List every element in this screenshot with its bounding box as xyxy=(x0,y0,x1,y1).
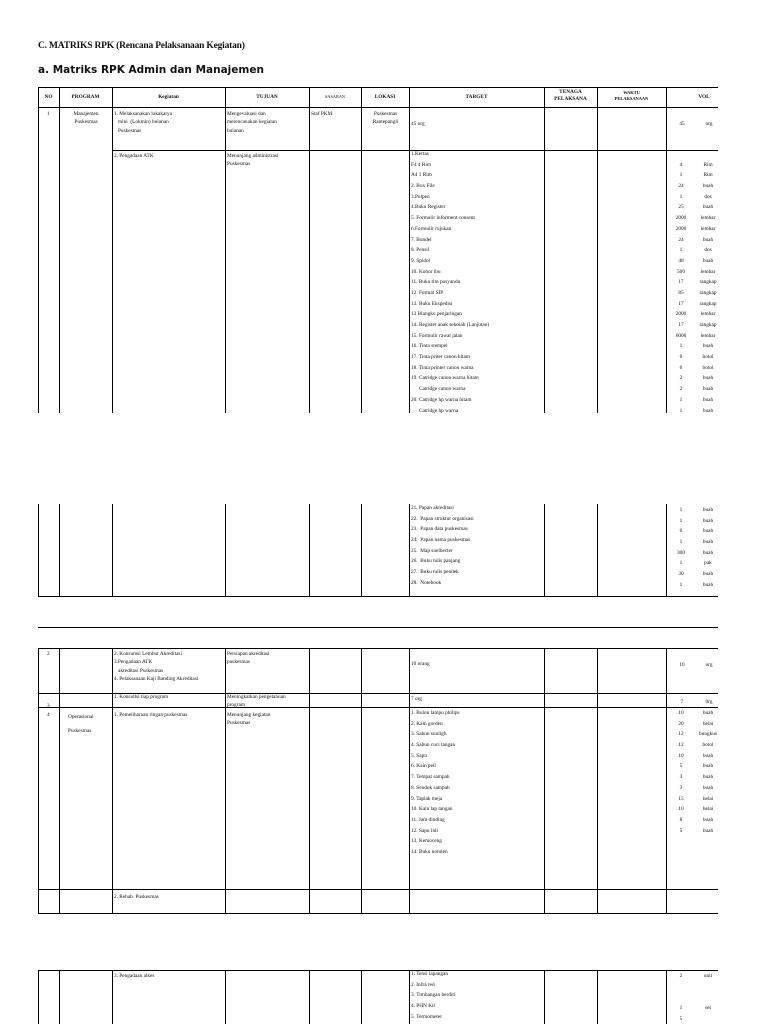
vol-number: 1 xyxy=(679,560,683,567)
vol-unit xyxy=(694,836,722,847)
col-header-tenaga: TENAGA PELAKSANA xyxy=(554,89,587,102)
row1-tujuan: Mengevaluasi dan merencanakan kegiatan bulanan xyxy=(227,111,277,134)
vol-number: 85 xyxy=(678,289,684,296)
vol-number: 2000 xyxy=(675,311,687,318)
target-item: 27. Buku tulis pendek xyxy=(411,569,459,576)
vol-unit xyxy=(694,847,722,858)
target-item: 5. Sapu xyxy=(411,752,427,759)
vol-unit: Rim xyxy=(703,161,713,168)
row1-kegiatan: 1. Melaksanakan lokakarya mini (Lokmin) bulanan Puskesmas xyxy=(114,111,173,134)
vol-number: 1 xyxy=(679,517,683,524)
vol-unit: botol xyxy=(702,354,714,361)
page2-vol-numbers xyxy=(668,505,694,591)
vol-number: 8 xyxy=(679,816,683,823)
vol-unit: buah xyxy=(702,517,714,524)
target-item: 12. Sapu lidi xyxy=(411,827,438,834)
vol-number: 48 xyxy=(678,257,684,264)
col-header-kegiatan: Kegiatan xyxy=(158,94,179,100)
vol-unit: lembar xyxy=(700,225,716,232)
vol-unit: buah xyxy=(702,204,714,211)
col-header-sasaran: SASARAN xyxy=(324,94,346,99)
target-item: 1. Tensi lapangan xyxy=(411,971,449,977)
vol-number: 1 xyxy=(679,172,683,179)
vol-number: 3 xyxy=(679,784,683,791)
vol-unit: Rim xyxy=(703,172,713,179)
row1-sasaran: Staf PKM xyxy=(311,111,333,117)
vol-number: 6 xyxy=(679,354,683,361)
target-item: 17. Tinta priter canon hitam xyxy=(411,354,470,361)
row3-vol-unit: 0rg xyxy=(705,699,713,705)
vol-number: 1 xyxy=(679,343,683,350)
target-item: 4. Sabun cuci tangan xyxy=(411,742,456,749)
vol-number: 10 xyxy=(678,752,684,759)
row2-target: 10 orang xyxy=(411,661,430,667)
vol-unit: lembar xyxy=(700,311,716,318)
row2-kegiatan: 2. Konsumsi Lembur Akreditasi 3.Pengadaan ATK akreditasi Puskesmas 4. Pelaksanaan Kaji Banding Akreditasi xyxy=(114,651,199,683)
vol-unit: buah xyxy=(702,539,714,546)
target-item: 24. Papan nama puskesmas xyxy=(411,537,471,544)
target-item: 25. Map snelhecter xyxy=(411,547,453,554)
vol-number: 300 xyxy=(677,549,685,556)
row1-target: 45 org xyxy=(411,121,425,127)
target-item: Catridge canon warna xyxy=(411,386,466,393)
col-header-program: PROGRAM xyxy=(71,94,100,100)
vol-number: 500 xyxy=(677,268,685,275)
target-item: 2. Box File xyxy=(411,183,435,190)
target-item: 7. Bundel xyxy=(411,236,432,243)
target-item: 7. Tempat sampah xyxy=(411,774,450,781)
vol-number: 1 xyxy=(679,1005,683,1012)
vol-number: 15 xyxy=(678,795,684,802)
vol-unit: unit xyxy=(703,973,713,979)
vol-unit: pak xyxy=(704,560,712,567)
vol-unit: buah xyxy=(702,396,714,403)
vol-number: 24 xyxy=(678,236,684,243)
vol-number: 17 xyxy=(678,322,684,328)
target-item: 10. Kain lap tangan xyxy=(411,806,453,813)
row4-program: Operasional Puskesmas xyxy=(68,714,94,734)
row4-kegiatan: 1. Pemeliharaan ringan puskesmas xyxy=(114,712,188,718)
vol-unit: buah xyxy=(702,827,714,834)
vol-unit: botol xyxy=(702,364,714,371)
page-divider xyxy=(38,627,718,628)
target-item: 4.Buku Register xyxy=(411,204,446,211)
vol-number: 20 xyxy=(678,720,684,727)
vol-number xyxy=(668,836,694,847)
vol-number: 4 xyxy=(679,161,683,168)
vol-unit: rangkap xyxy=(699,300,717,307)
vol-number: 2 xyxy=(679,386,683,393)
page2-vol-units xyxy=(694,505,722,591)
target-item: 8. Sendok sampah xyxy=(411,784,450,791)
vol-unit: buah xyxy=(702,752,714,759)
page2-target-list xyxy=(411,503,543,589)
vol-number: 25 xyxy=(678,204,684,211)
row4-vol-numbers xyxy=(668,708,694,858)
vol-unit: botol xyxy=(702,742,714,749)
row1-program: Manajemen Puskesmas xyxy=(73,111,99,126)
section-subheading: a. Matriks RPK Admin dan Manajemen xyxy=(38,64,264,76)
vol-unit: buah xyxy=(702,816,714,823)
target-item: Catridge hp warna xyxy=(411,407,459,414)
vol-unit: buah xyxy=(702,581,714,588)
target-item: 28. Notebook xyxy=(411,579,442,586)
vol-unit: lembar xyxy=(700,268,716,275)
target-item: 18. Tinta printer canon warna xyxy=(411,364,474,371)
vol-unit: buah xyxy=(702,236,714,243)
target-item: 11. Jam dinding xyxy=(411,816,445,823)
row1b-kegiatan: 2. Pengadaan ATK xyxy=(114,153,154,159)
row2-vol-number: 10 xyxy=(679,662,685,668)
vol-unit: buah xyxy=(702,528,714,535)
target-item: 1.Kertas xyxy=(411,151,429,157)
target-item: 1. Bulon lampu philips xyxy=(411,710,460,716)
target-item: 6.Formulir rujukan xyxy=(411,225,452,232)
target-item: 6. Kain pell xyxy=(411,763,436,770)
target-item: 2. Infra red xyxy=(411,981,435,988)
vol-number: 5 xyxy=(679,763,683,770)
vol-number: 12 xyxy=(678,731,684,738)
row3-kegiatan: 1. Konsultsi tiap program xyxy=(114,694,169,700)
target-item: 14. Register anak sekolah (Lanjutan) xyxy=(411,322,490,328)
vol-number xyxy=(668,847,694,858)
vol-number: 6 xyxy=(679,528,683,535)
vol-unit: lembar xyxy=(700,332,716,339)
vol-number: 17 xyxy=(678,279,684,286)
row3-target: 7 org xyxy=(411,696,422,702)
row1b-tujuan: Menunjang administrasi Puskesmas xyxy=(227,153,279,168)
target-item: 3. Sabun sunligh xyxy=(411,731,447,738)
row2-no: 2 xyxy=(47,651,50,657)
page3-target-list xyxy=(411,969,543,1022)
row3-tujuan: Meningkatkan pengetahuan program xyxy=(227,694,286,708)
vol-unit: buah xyxy=(702,257,714,264)
vol-unit xyxy=(694,992,722,1003)
page3-vol-units xyxy=(694,971,722,1024)
vol-number: 3 xyxy=(679,774,683,781)
vol-unit: rangkap xyxy=(699,279,717,286)
target-item: 13. Buku Ekspedisi xyxy=(411,300,453,307)
target-item: 14. Buku notulen xyxy=(411,848,448,855)
vol-unit: set xyxy=(705,1005,711,1012)
vol-unit: buah xyxy=(702,343,714,350)
col-header-no: NO xyxy=(44,94,53,100)
target-item: 22. Papan struktur organisasi xyxy=(411,515,474,522)
vol-number: 2000 xyxy=(675,225,687,232)
vol-number: 5 xyxy=(679,827,683,834)
vol-number: 24 xyxy=(678,183,684,190)
vol-number: 12 xyxy=(678,742,684,749)
vol-unit: buah xyxy=(702,549,714,556)
target-item: 8. Pensil xyxy=(411,247,430,254)
vol-number: 1 xyxy=(679,507,683,513)
target-item: 19. Catridge canon warna hitam xyxy=(411,375,479,382)
col-header-vol: VOL xyxy=(698,94,710,100)
target-item: 5. Formulir informent consent xyxy=(411,215,475,222)
target-item: 11. Buku tim posyandu xyxy=(411,279,461,286)
vol-number: 1 xyxy=(679,539,683,546)
target-item: F4 4 Rim xyxy=(411,161,432,168)
target-item: 13. Kemoceng xyxy=(411,838,442,845)
target-item: 3. Timbangan berdiri xyxy=(411,992,456,999)
vol-number: 1 xyxy=(679,193,683,200)
vol-number: 1 xyxy=(679,581,683,588)
vol-unit: buah xyxy=(702,407,714,414)
target-item: 2. Kain gorden xyxy=(411,720,443,727)
col-header-target: TARGET xyxy=(465,94,488,100)
row3-no: 3 xyxy=(47,703,50,709)
vol-unit xyxy=(694,149,722,160)
vol-unit: buah xyxy=(702,386,714,393)
vol-unit: lembar xyxy=(700,215,716,222)
row4-tujuan: Menunjang kegiatan Puskesmas xyxy=(227,712,271,727)
target-item: 20. Catridge hp warna hitam xyxy=(411,396,472,403)
vol-number: 1 xyxy=(679,247,683,254)
vol-number: 1 xyxy=(679,396,683,403)
target-item: 4. PHN Kit xyxy=(411,1003,435,1010)
page3-kegiatan: 3. Pengadaan alkes xyxy=(114,973,155,979)
row4b-kegiatan: 2. Rehab. Puskesmas xyxy=(114,894,159,900)
target-item: 12. Format SIP xyxy=(411,289,444,296)
vol-number: 6 xyxy=(679,364,683,371)
vol-unit xyxy=(694,1014,722,1024)
row4-no: 4 xyxy=(47,712,50,718)
target-item: 9. Taplak meja xyxy=(411,795,443,802)
vol-number: 2 xyxy=(679,973,683,979)
vol-number xyxy=(668,992,694,1003)
vol-unit xyxy=(694,982,722,993)
vol-number: 17 xyxy=(678,300,684,307)
row3-vol-number: 7 xyxy=(680,699,684,705)
row4-target-list xyxy=(411,708,543,858)
vol-number: 10 xyxy=(678,710,684,716)
target-item: 9. Spidol xyxy=(411,257,431,264)
document-heading: C. MATRIKS RPK (Rencana Pelaksanaan Kegiatan) xyxy=(38,41,245,51)
target-item: 26. Buku tulis panjang xyxy=(411,558,461,565)
vol-unit: helai xyxy=(702,720,714,727)
target-item: 10. Kohor ibu xyxy=(411,268,441,275)
row1b-vol-units xyxy=(694,149,722,416)
row1-lokasi: Puskesmas Rantepangli xyxy=(372,111,399,126)
row1b-target-list xyxy=(411,149,543,416)
vol-unit: buah xyxy=(702,763,714,770)
vol-number: 30 xyxy=(678,571,684,578)
vol-unit: helai xyxy=(702,806,714,813)
row1-vol-number: 45 xyxy=(679,121,685,127)
row1-vol-unit: org xyxy=(705,121,713,127)
target-item: 5. Termometer xyxy=(411,1013,443,1020)
vol-unit: rangkap xyxy=(699,289,717,296)
vol-number: 5 xyxy=(679,1015,683,1022)
col-header-tujuan: TUJUAN xyxy=(256,94,278,100)
target-item: A4 1 Rim xyxy=(411,172,432,179)
page3-vol-numbers xyxy=(668,971,694,1024)
vol-number xyxy=(668,982,694,993)
vol-number: 2 xyxy=(679,375,683,382)
row1b-vol-numbers xyxy=(668,149,694,416)
target-item: 15. Formulir rawat jalan xyxy=(411,332,463,339)
target-item: 13 Blangko penjaringan xyxy=(411,311,462,318)
target-item: 21. Papan akreditasi xyxy=(411,505,454,511)
vol-unit: rangkap xyxy=(699,322,717,328)
vol-unit: buah xyxy=(702,710,714,716)
target-item: 16. Tinta stempel xyxy=(411,343,448,350)
vol-unit: buah xyxy=(702,375,714,382)
vol-unit: bungkus xyxy=(699,731,717,738)
vol-unit: dos xyxy=(704,193,712,200)
vol-unit: helai xyxy=(702,795,714,802)
vol-unit: buah xyxy=(702,784,714,791)
row1-no: 1 xyxy=(47,111,50,117)
row2-tujuan: Persiapan akreditasi puskesmas xyxy=(227,651,270,666)
vol-number: 10 xyxy=(678,806,684,813)
vol-number xyxy=(668,149,694,160)
col-header-lokasi: LOKASI xyxy=(374,94,396,100)
vol-number: 1 xyxy=(679,407,683,414)
row2-vol-unit: org xyxy=(705,662,713,668)
target-item: 3.Pulpen xyxy=(411,193,430,200)
row4-vol-units xyxy=(694,708,722,858)
col-header-waktu: WAKTU PELAKSANAAN xyxy=(614,90,649,101)
vol-unit: dos xyxy=(704,247,712,254)
vol-unit: buah xyxy=(702,774,714,781)
vol-number: 6000 xyxy=(675,332,687,339)
vol-unit: buah xyxy=(702,507,714,513)
target-item: 23. Papan data puskesmas xyxy=(411,526,468,533)
vol-unit: buah xyxy=(702,571,714,578)
vol-number: 2000 xyxy=(675,215,687,222)
vol-unit: buah xyxy=(702,183,714,190)
